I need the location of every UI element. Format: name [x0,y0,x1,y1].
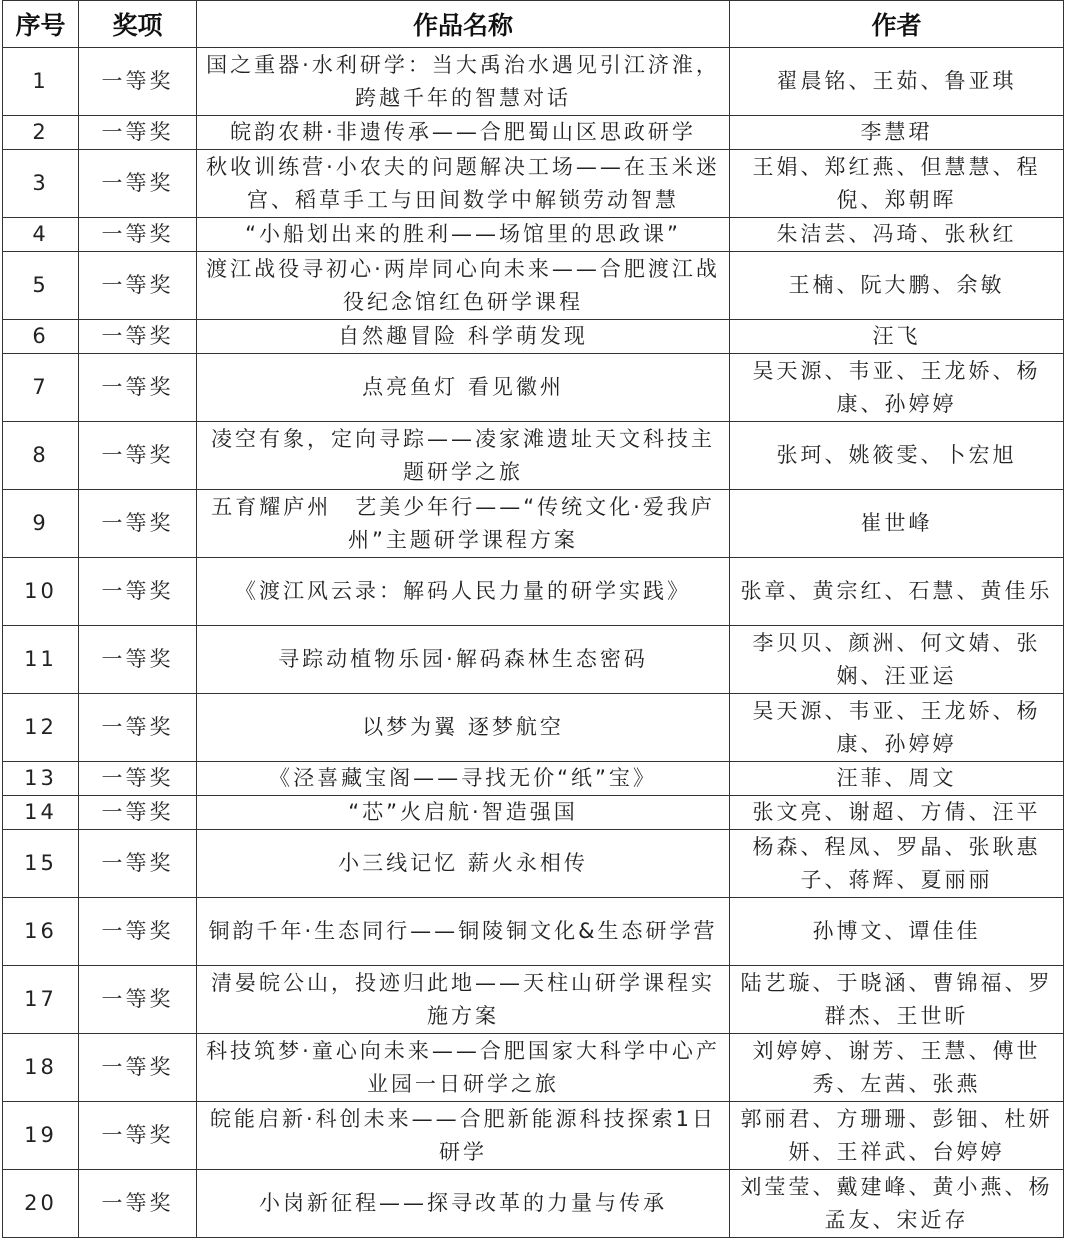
table-row [3,898,1064,966]
row-award: 一等奖 [79,252,197,320]
row-authors: 王楠、阮大鹏、余敏 [730,252,1064,320]
table-row [3,1170,1064,1238]
row-title: 秋收训练营·小农夫的问题解决工场——在玉米迷宫、稻草手工与田间数学中解锁劳动智慧 [197,150,730,218]
row-title: 寻踪动植物乐园·解码森林生态密码 [197,626,730,694]
row-authors: 汪菲、周文 [730,762,1064,796]
row-award: 一等奖 [79,320,197,354]
row-number: 2 [3,116,79,150]
table-row [3,1102,1064,1170]
row-number: 20 [3,1170,79,1238]
row-title: 渡江战役寻初心·两岸同心向未来——合肥渡江战役纪念馆红色研学课程 [197,252,730,320]
row-title: 《泾喜藏宝阁——寻找无价“纸”宝》 [197,762,730,796]
row-authors: 李贝贝、颜洲、何文婧、张娴、汪亚运 [730,626,1064,694]
row-title: 小岗新征程——探寻改革的力量与传承 [197,1170,730,1238]
row-number: 13 [3,762,79,796]
table-row [3,762,1064,796]
row-title: 国之重器·水利研学：当大禹治水遇见引江济淮，跨越千年的智慧对话 [197,48,730,116]
header-award: 奖项 [79,1,197,48]
row-authors: 翟晨铭、王茹、鲁亚琪 [730,48,1064,116]
row-title: 自然趣冒险 科学萌发现 [197,320,730,354]
row-title: “芯”火启航·智造强国 [197,796,730,830]
row-award: 一等奖 [79,830,197,898]
row-title: 点亮鱼灯 看见徽州 [197,354,730,422]
row-authors: 刘莹莹、戴建峰、黄小燕、杨孟友、宋近存 [730,1170,1064,1238]
table-row [3,354,1064,422]
row-number: 4 [3,218,79,252]
row-authors: 王娟、郑红燕、但慧慧、程倪、郑朝晖 [730,150,1064,218]
table-row [3,966,1064,1034]
row-authors: 孙博文、谭佳佳 [730,898,1064,966]
row-authors: 张章、黄宗红、石慧、黄佳乐 [730,558,1064,626]
row-number: 15 [3,830,79,898]
row-title: 铜韵千年·生态同行——铜陵铜文化&生态研学营 [197,898,730,966]
row-award: 一等奖 [79,762,197,796]
row-number: 6 [3,320,79,354]
row-number: 19 [3,1102,79,1170]
row-award: 一等奖 [79,694,197,762]
row-award: 一等奖 [79,966,197,1034]
row-number: 11 [3,626,79,694]
table-row [3,218,1064,252]
row-title: 以梦为翼 逐梦航空 [197,694,730,762]
table-row [3,1034,1064,1102]
row-award: 一等奖 [79,558,197,626]
row-title: 《渡江风云录：解码人民力量的研学实践》 [197,558,730,626]
table-row [3,558,1064,626]
row-award: 一等奖 [79,218,197,252]
header-authors: 作者 [730,1,1064,48]
row-title: 科技筑梦·童心向未来——合肥国家大科学中心产业园一日研学之旅 [197,1034,730,1102]
row-number: 10 [3,558,79,626]
table-row [3,150,1064,218]
table-row [3,830,1064,898]
row-authors: 郭丽君、方珊珊、彭钿、杜妍妍、王祥武、台婷婷 [730,1102,1064,1170]
row-authors: 汪飞 [730,320,1064,354]
row-number: 18 [3,1034,79,1102]
table-row [3,694,1064,762]
row-award: 一等奖 [79,1170,197,1238]
row-award: 一等奖 [79,150,197,218]
row-number: 5 [3,252,79,320]
row-authors: 张珂、姚筱雯、卜宏旭 [730,422,1064,490]
row-award: 一等奖 [79,626,197,694]
row-title: 清晏皖公山，投迹归此地——天柱山研学课程实施方案 [197,966,730,1034]
row-authors: 杨森、程凤、罗晶、张耿惠子、蒋辉、夏丽丽 [730,830,1064,898]
row-authors: 崔世峰 [730,490,1064,558]
row-authors: 张文亮、谢超、方倩、汪平 [730,796,1064,830]
header-number: 序号 [3,1,79,48]
row-award: 一等奖 [79,490,197,558]
row-number: 14 [3,796,79,830]
row-number: 7 [3,354,79,422]
header-title: 作品名称 [197,1,730,48]
row-number: 17 [3,966,79,1034]
table-row [3,116,1064,150]
row-award: 一等奖 [79,898,197,966]
row-title: “小船划出来的胜利——场馆里的思政课” [197,218,730,252]
table-row [3,490,1064,558]
table-row [3,796,1064,830]
row-authors: 李慧珺 [730,116,1064,150]
row-award: 一等奖 [79,116,197,150]
row-title: 小三线记忆 薪火永相传 [197,830,730,898]
row-award: 一等奖 [79,796,197,830]
row-number: 16 [3,898,79,966]
row-award: 一等奖 [79,48,197,116]
row-authors: 朱洁芸、冯琦、张秋红 [730,218,1064,252]
row-authors: 吴天源、韦亚、王龙娇、杨康、孙婷婷 [730,354,1064,422]
row-authors: 刘婷婷、谢芳、王慧、傅世秀、左茜、张燕 [730,1034,1064,1102]
row-title: 皖韵农耕·非遗传承——合肥蜀山区思政研学 [197,116,730,150]
table-row [3,252,1064,320]
row-title: 皖能启新·科创未来——合肥新能源科技探索1日研学 [197,1102,730,1170]
table-row [3,626,1064,694]
row-number: 12 [3,694,79,762]
row-title: 五育耀庐州 艺美少年行——“传统文化·爱我庐州”主题研学课程方案 [197,490,730,558]
row-number: 3 [3,150,79,218]
table-row [3,48,1064,116]
row-number: 9 [3,490,79,558]
row-title: 凌空有象，定向寻踪——凌家滩遗址天文科技主题研学之旅 [197,422,730,490]
header-row [3,1,1064,48]
row-award: 一等奖 [79,354,197,422]
row-award: 一等奖 [79,1102,197,1170]
row-authors: 吴天源、韦亚、王龙娇、杨康、孙婷婷 [730,694,1064,762]
row-award: 一等奖 [79,422,197,490]
row-award: 一等奖 [79,1034,197,1102]
row-number: 8 [3,422,79,490]
table-row [3,320,1064,354]
row-authors: 陆艺璇、于晓涵、曹锦福、罗群杰、王世昕 [730,966,1064,1034]
awards-table [2,0,1064,1238]
table-row [3,422,1064,490]
row-number: 1 [3,48,79,116]
